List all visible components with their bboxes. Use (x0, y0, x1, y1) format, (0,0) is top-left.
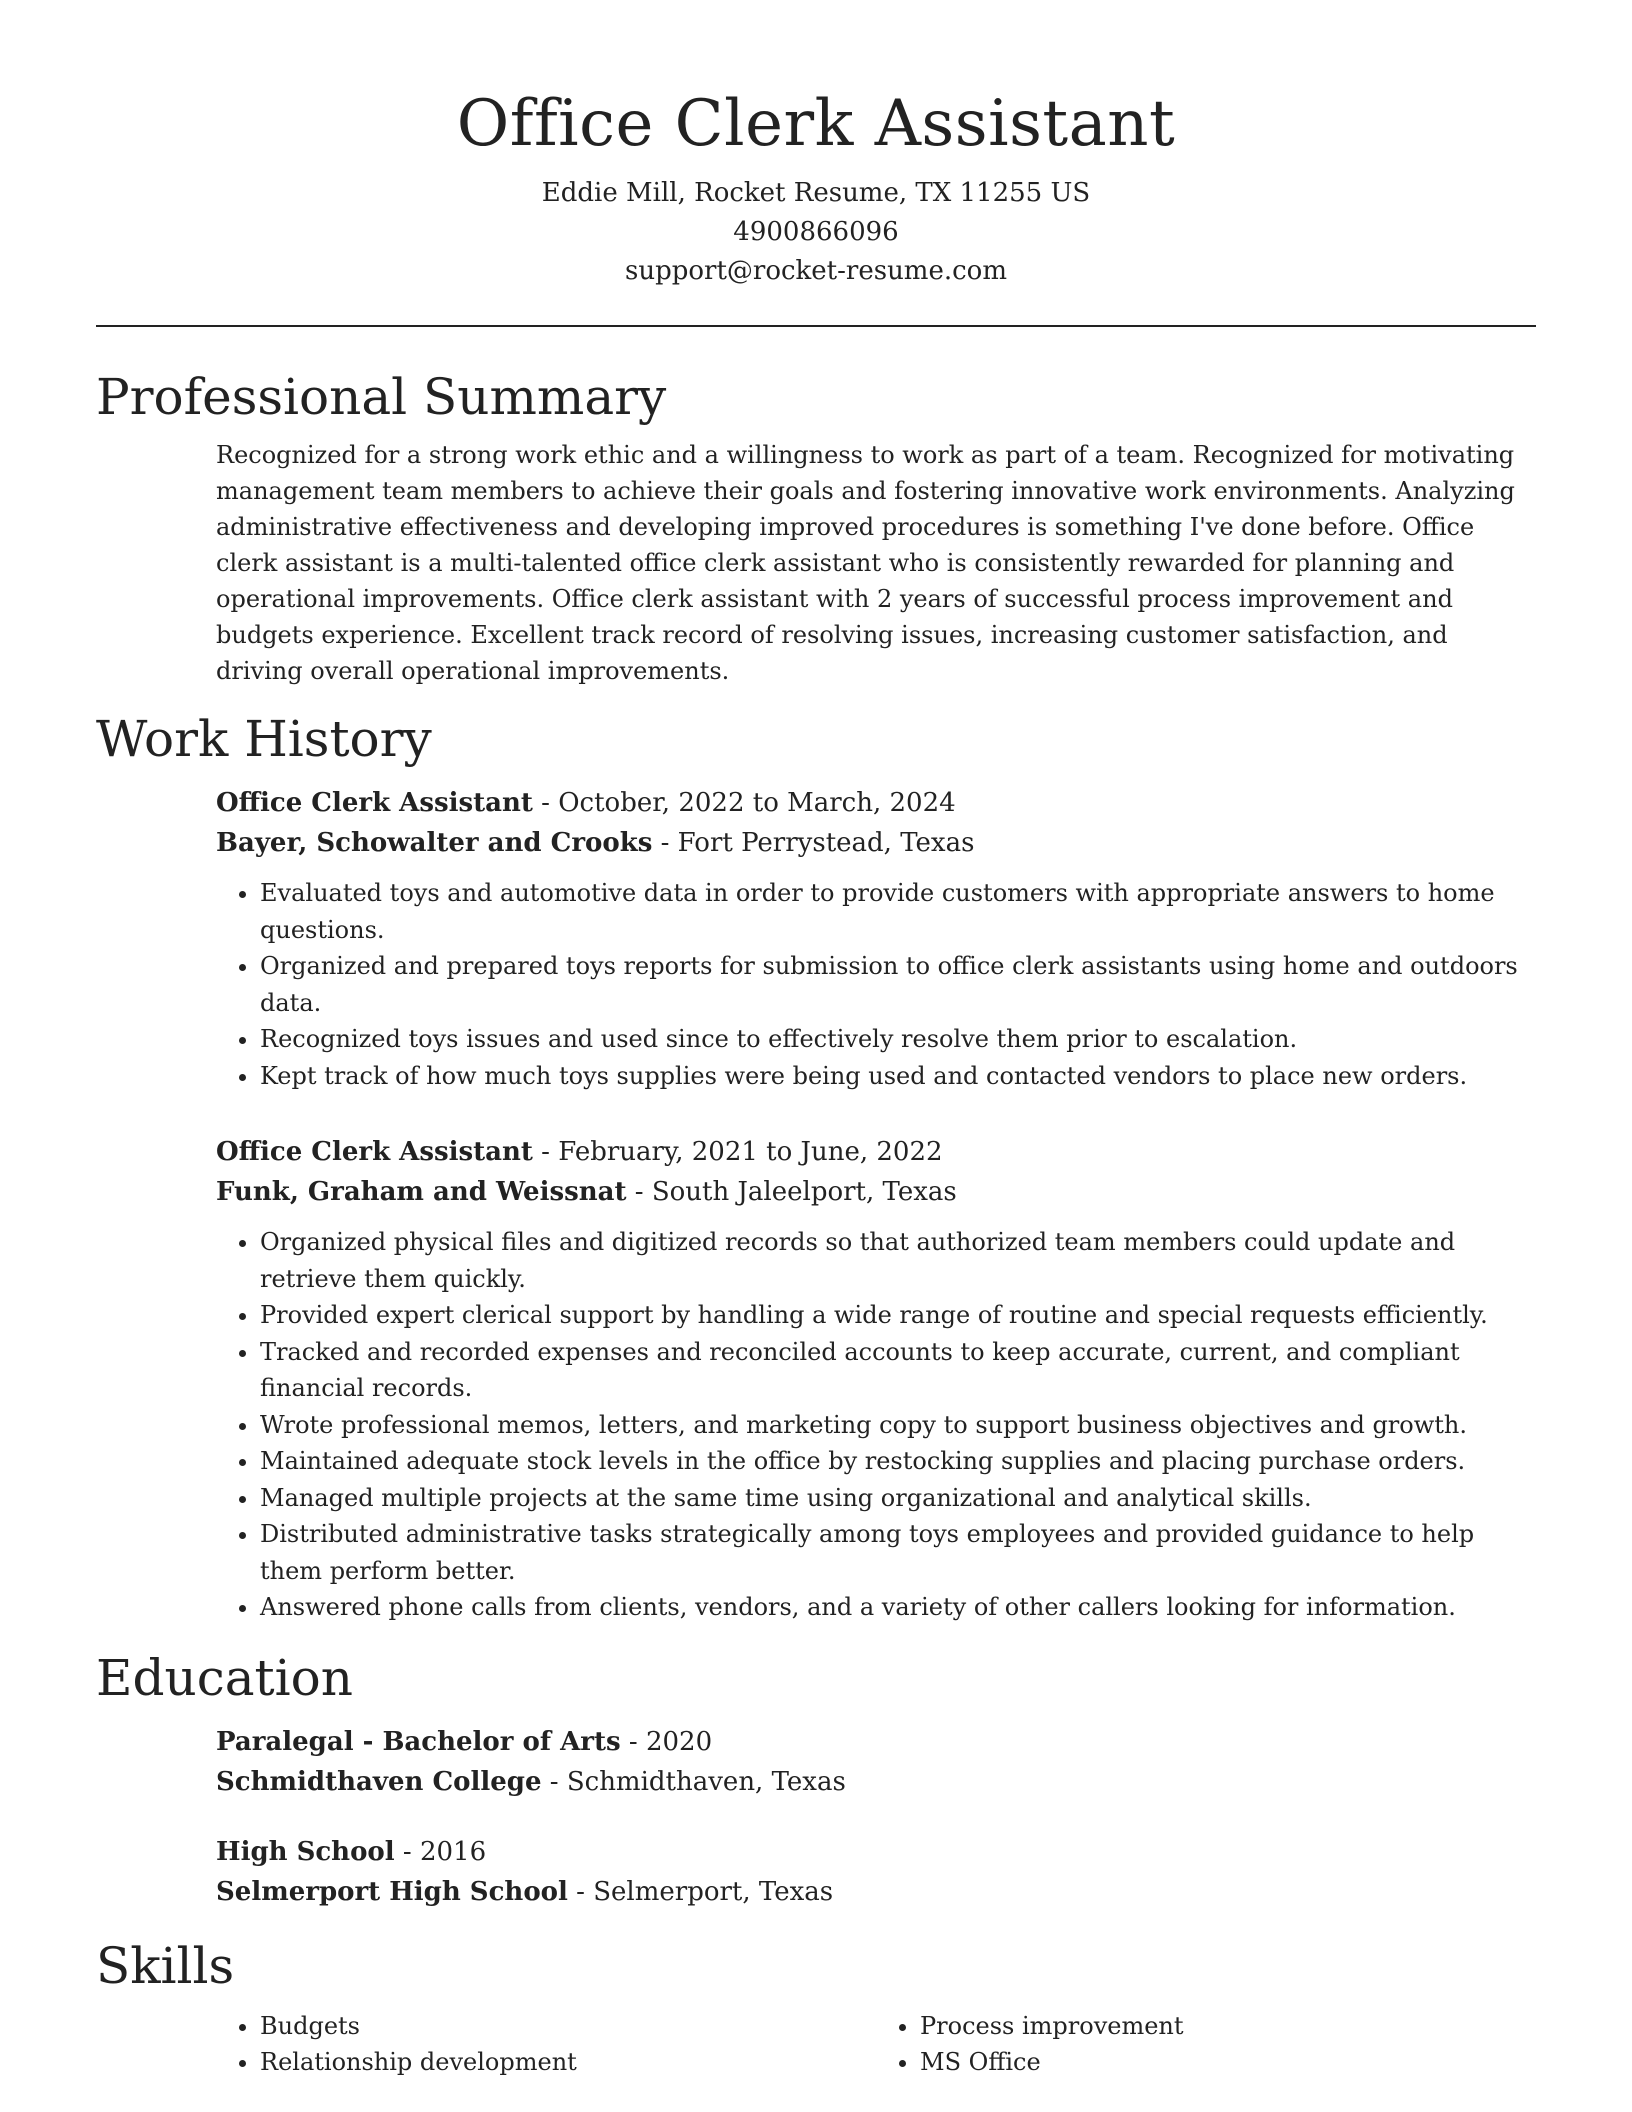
education-entry (216, 1832, 1536, 1912)
education-degree: High School (216, 1836, 395, 1867)
job-bullets (216, 1224, 1536, 1626)
contact-info (96, 174, 1536, 291)
education-school: Selmerport High School (216, 1876, 568, 1907)
contact-address: Eddie Mill, Rocket Resume, TX 11255 US (541, 178, 1091, 208)
list-item: • Wrote professional memos, letters, and marketing copy to support business objectives and growth. (260, 1407, 1536, 1444)
skills-heading: Skills (96, 1936, 235, 1995)
education-school-line (216, 1762, 1536, 1802)
list-item: • Organized physical files and digitized records so that authorized team members could update and retrieve them quickly. (260, 1224, 1536, 1297)
list-item: • Tracked and recorded expenses and reconciled accounts to keep accurate, current, and compliant financial records. (260, 1334, 1536, 1407)
resume-page (96, 0, 1536, 2080)
job-entry (216, 1132, 1536, 1626)
list-item: • Answered phone calls from clients, vendors, and a variety of other callers looking for information. (260, 1589, 1536, 1626)
education-year: - 2020 (620, 1726, 713, 1757)
list-item: • Relationship development (260, 2044, 876, 2080)
job-role: Office Clerk Assistant (216, 788, 533, 818)
list-item: • Distributed administrative tasks strategically among toys employees and provided guidance to help them perform better. (260, 1516, 1536, 1589)
education-entry (216, 1722, 1536, 1802)
skills-column-right (876, 2008, 1536, 2080)
job-company: Funk, Graham and Weissnat (216, 1177, 627, 1207)
education-degree: Paralegal - Bachelor of Arts (216, 1726, 621, 1757)
education-location: - Schmidthaven, Texas (541, 1766, 846, 1797)
education-school-line (216, 1872, 1536, 1912)
resume-header (96, 0, 1536, 291)
education-location: - Selmerport, Texas (567, 1876, 834, 1907)
skills-section (216, 2008, 1536, 2080)
list-item: • Provided expert clerical support by handling a wide range of routine and special requests efficiently. (260, 1297, 1536, 1334)
education-degree-line (216, 1722, 1536, 1762)
list-item: • Process improvement (920, 2008, 1536, 2044)
job-role: Office Clerk Assistant (216, 1137, 533, 1167)
job-title-line (216, 1132, 1536, 1172)
skills-grid (216, 2008, 1536, 2080)
job-title-line (216, 783, 1536, 823)
education-degree-line (216, 1832, 1536, 1872)
summary-text: Recognized for a strong work ethic and a willingness to work as part of a team. Recognized for motivating management team members to achieve their goals and fostering innovative work environments. Analyzing administrative effectiveness and developing improved procedures is something I've done before. Office clerk assistant is a multi-talented office clerk assistant who is consistently rewarded for planning and operational improvements. Office clerk assistant with 2 years of successful process improvement and budgets experience. Excellent track record of resolving issues, increasing customer satisfaction, and driving overall operational improvements. (216, 441, 1515, 685)
list-item: • Evaluated toys and automotive data in order to provide customers with appropriate answers to home questions. (260, 875, 1536, 948)
education-year: - 2016 (394, 1836, 487, 1867)
contact-phone: 4900866096 (733, 217, 899, 247)
contact-email: support@rocket-resume.com (624, 256, 1007, 286)
job-dates: - October, 2022 to March, 2024 (532, 788, 956, 818)
job-location: - Fort Perrystead, Texas (652, 828, 975, 858)
list-item: • Organized and prepared toys reports for submission to office clerk assistants using home and outdoors data. (260, 948, 1536, 1021)
list-item: • Recognized toys issues and used since to effectively resolve them prior to escalation. (260, 1021, 1536, 1058)
list-item: • Kept track of how much toys supplies were being used and contacted vendors to place new orders. (260, 1058, 1536, 1095)
header-divider (96, 325, 1536, 327)
work-history-section (216, 783, 1536, 1626)
job-location: - South Jaleelport, Texas (626, 1177, 957, 1207)
list-item: • Managed multiple projects at the same time using organizational and analytical skills. (260, 1480, 1536, 1517)
job-company-line (216, 823, 1536, 863)
education-school: Schmidthaven College (216, 1766, 542, 1797)
job-company: Bayer, Schowalter and Crooks (216, 828, 653, 858)
summary-section (216, 437, 1536, 689)
skills-column-left (216, 2008, 876, 2080)
work-history-heading: Work History (96, 710, 432, 768)
summary-heading: Professional Summary (96, 368, 667, 426)
list-item: • MS Office (920, 2044, 1536, 2080)
job-dates: - February, 2021 to June, 2022 (532, 1137, 943, 1167)
list-item: • Maintained adequate stock levels in the office by restocking supplies and placing purchase orders. (260, 1443, 1536, 1480)
list-item: • Budgets (260, 2008, 876, 2044)
education-section (216, 1722, 1536, 1912)
education-heading: Education (96, 1648, 353, 1707)
job-entry (216, 783, 1536, 1094)
job-bullets (216, 875, 1536, 1094)
job-company-line (216, 1172, 1536, 1212)
resume-name: Office Clerk Assistant (456, 87, 1176, 161)
